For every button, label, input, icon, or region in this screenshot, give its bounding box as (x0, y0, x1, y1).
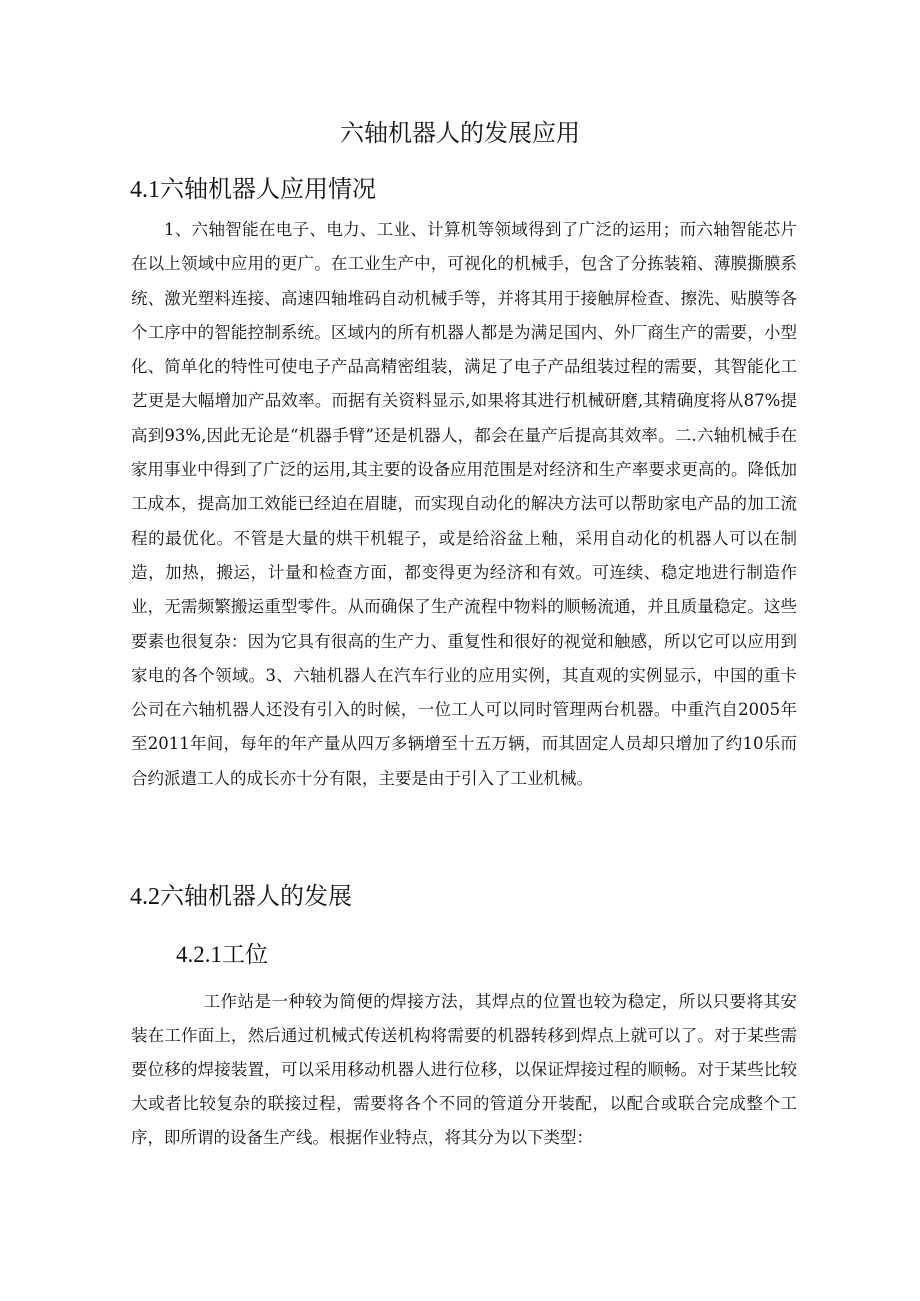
section-title: 六轴机器人应用情况 (160, 175, 376, 203)
section-number: 4.2 (130, 884, 160, 910)
subsection-number: 4.2.1 (176, 942, 222, 967)
subsection-heading-4-2-1 (176, 939, 268, 971)
section-4-2-1-paragraph: 工作站是一种较为简便的焊接方法，其焊点的位置也较为稳定，所以只要将其安装在工作面上，然后通过机械式传送机构将需要的机器转移到焊点上就可以了。对于某些需要位移的焊接装置，可以采用移动机器人进行位移，以保证焊接过程的顺畅。对于某些比较大或者比较复杂的联接过程，需要将各个不同的管道分开装配，以配合或联合完成整个工序，即所谓的设备生产线。根据作业特点，将其分为以下类型： (131, 992, 797, 1147)
section-number: 4.1 (130, 177, 160, 203)
section-heading-4-2 (130, 879, 352, 914)
section-title: 六轴机器人的发展 (160, 882, 352, 910)
section-4-1-paragraph: 1、六轴智能在电子、电力、工业、计算机等领域得到了广泛的运用；而六轴智能芯片在以上领域中应用的更广。在工业生产中，可视化的机械手，包含了分拣装箱、薄膜撕膜系统、激光塑料连接、高速四轴堆码自动机械手等，并将其用于接触屏检查、擦洗、贴膜等各个工序中的智能控制系统。区域内的所有机器人都是为满足国内、外厂商生产的需要，小型化、简单化的特性可使电子产品高精密组装，满足了电子产品组装过程的需要，其智能化工艺更是大幅增加产品效率。而据有关资料显示,如果将其进行机械研磨,其精确度将从87%提高到93%,因此无论是“机器手臂”还是机器人，都会在量产后提高其效率。二.六轴机械手在家用事业中得到了广泛的运用,其主要的设备应用范围是对经济和生产率要求更高的。降低加工成本，提高加工效能已经迫在眉睫，而实现自动化的解决方法可以帮助家电产品的加工流程的最优化。不管是大量的烘干机辊子，或是给浴盆上釉，采用自动化的机器人可以在制造，加热，搬运，计量和检查方面，都变得更为经济和有效。可连续、稳定地进行制造作业，无需频繁搬运重型零件。从而确保了生产流程中物料的顺畅流通，并且质量稳定。这些要素也很复杂：因为它具有很高的生产力、重复性和很好的视觉和触感，所以它可以应用到家电的各个领域。3、六轴机器人在汽车行业的应用实例，其直观的实例显示，中国的重卡公司在六轴机器人还没有引入的时候，一位工人可以同时管理两台机器。中重汽自2005年至2011年间，每年的年产量从四万多辆增至十五万辆，而其固定人员却只增加了约10乐而合约派遣工人的成长亦十分有限，主要是由于引入了工业机械。 (131, 220, 797, 788)
section-heading-4-1 (130, 172, 376, 207)
document-title: 六轴机器人的发展应用 (340, 119, 580, 147)
subsection-title: 工位 (222, 942, 268, 968)
